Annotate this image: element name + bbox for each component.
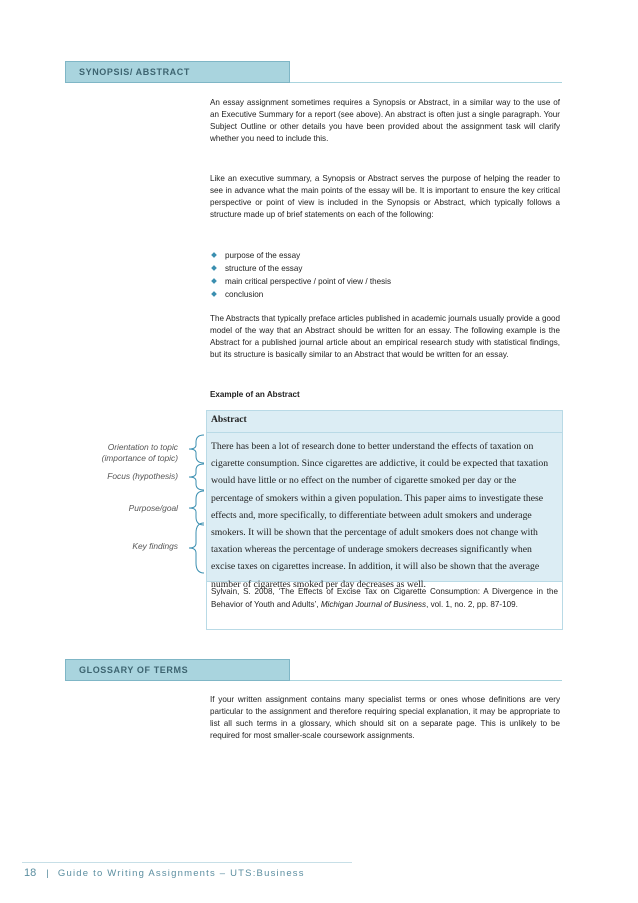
list-item: purpose of the essay — [210, 249, 391, 262]
bullet-icon — [211, 265, 217, 271]
section-header-synopsis — [65, 61, 290, 83]
example-heading: Example of an Abstract — [210, 390, 300, 399]
brace-purpose-icon — [184, 490, 208, 526]
brace-focus-icon — [184, 463, 208, 491]
brace-findings-icon — [184, 522, 208, 574]
journal-name: Michigan Journal of Business — [320, 599, 427, 609]
paragraph: Like an executive summary, a Synopsis or Abstract serves the purpose of helping the reader to see in advance what the main points of the essay will be. It is important to ensure the key critical perspective or point of view is included in the Synopsis or Abstract, which typically follows a structure made up of brief statements on each of the following: — [210, 174, 560, 220]
bullet-icon — [211, 252, 217, 258]
section-header-glossary — [65, 659, 290, 681]
section-title: GLOSSARY OF TERMS — [79, 665, 189, 675]
abstract-box — [206, 410, 563, 590]
annotation-findings: Key findings — [132, 541, 178, 551]
abstract-title: Abstract — [211, 414, 247, 425]
section-title: SYNOPSIS/ ABSTRACT — [79, 67, 190, 77]
brace-orientation-icon — [184, 434, 208, 464]
paragraph: An essay assignment sometimes requires a Synopsis or Abstract, in a similar way to the use of an Executive Summary for a report (see above). An abstract is often just a single paragraph. Your Subject Outline or other details you have been provided about the assignment task will clarify whether you need to include this. — [210, 98, 560, 144]
paragraph: The Abstracts that typically preface articles published in academic journals usually provide a good model of the way that an Abstract should be written for an essay. The following example is the Abstract for a published journal article about an empirical research study with statistical findings, but its structure is basically similar to an Abstract that would be written for an essay. — [210, 314, 560, 360]
divider — [207, 432, 562, 433]
footer-rule — [22, 862, 352, 863]
citation-box — [206, 582, 563, 630]
section-rule — [290, 680, 562, 681]
abstract-body: There has been a lot of research done to better understand the effects of taxation on cigarette consumption. Since cigarettes are addictive, it could be expected that taxation would have little or no effect on the number of cigarette smoked per day or the percentage of smokers within a given population. This paper aims to investigate these effects and, more specifically, to differentiate between adult smokers and underage smokers. It will be shown that the percentage of adult smokers does not change with taxation whereas the percentage of underage smokers decreases significantly when excise taxes on cigarettes increase. In addition, it will also be shown that the average number of cigarettes smoked per day decreases as well. — [211, 441, 549, 590]
annotation-focus: Focus (hypothesis) — [107, 471, 178, 481]
section-rule — [290, 82, 562, 83]
bullet-icon — [211, 278, 217, 284]
annotation-orientation: Orientation to topic (importance of topic) — [101, 442, 178, 463]
footer-separator: | — [46, 868, 50, 879]
page-number: 18 — [24, 867, 37, 879]
footer-text: Guide to Writing Assignments – UTS:Business — [57, 868, 305, 879]
list-item: structure of the essay — [210, 262, 391, 275]
annotation-purpose: Purpose/goal — [128, 503, 178, 513]
paragraph: If your written assignment contains many specialist terms or ones whose definitions are very particular to the assignment and therefore requiring special explanation, it may be appropriate to list all such terms in a glossary, which should sit on a separate page. This is unlikely to be required for most smaller-scale coursework assignments. — [210, 695, 560, 741]
list-item: main critical perspective / point of view / thesis — [210, 275, 391, 288]
citation: Sylvain, S. 2008, ‘The Effects of Excise Tax on Cigarette Consumption: A Divergence in the Behavior of Youth and Adults’, Michigan Journal of Business, vol. 1, no. 2, pp. 87-109. — [211, 587, 558, 609]
footer — [24, 867, 305, 879]
list-item: conclusion — [210, 288, 391, 301]
bullet-icon — [211, 291, 217, 297]
bullet-list — [210, 249, 391, 301]
